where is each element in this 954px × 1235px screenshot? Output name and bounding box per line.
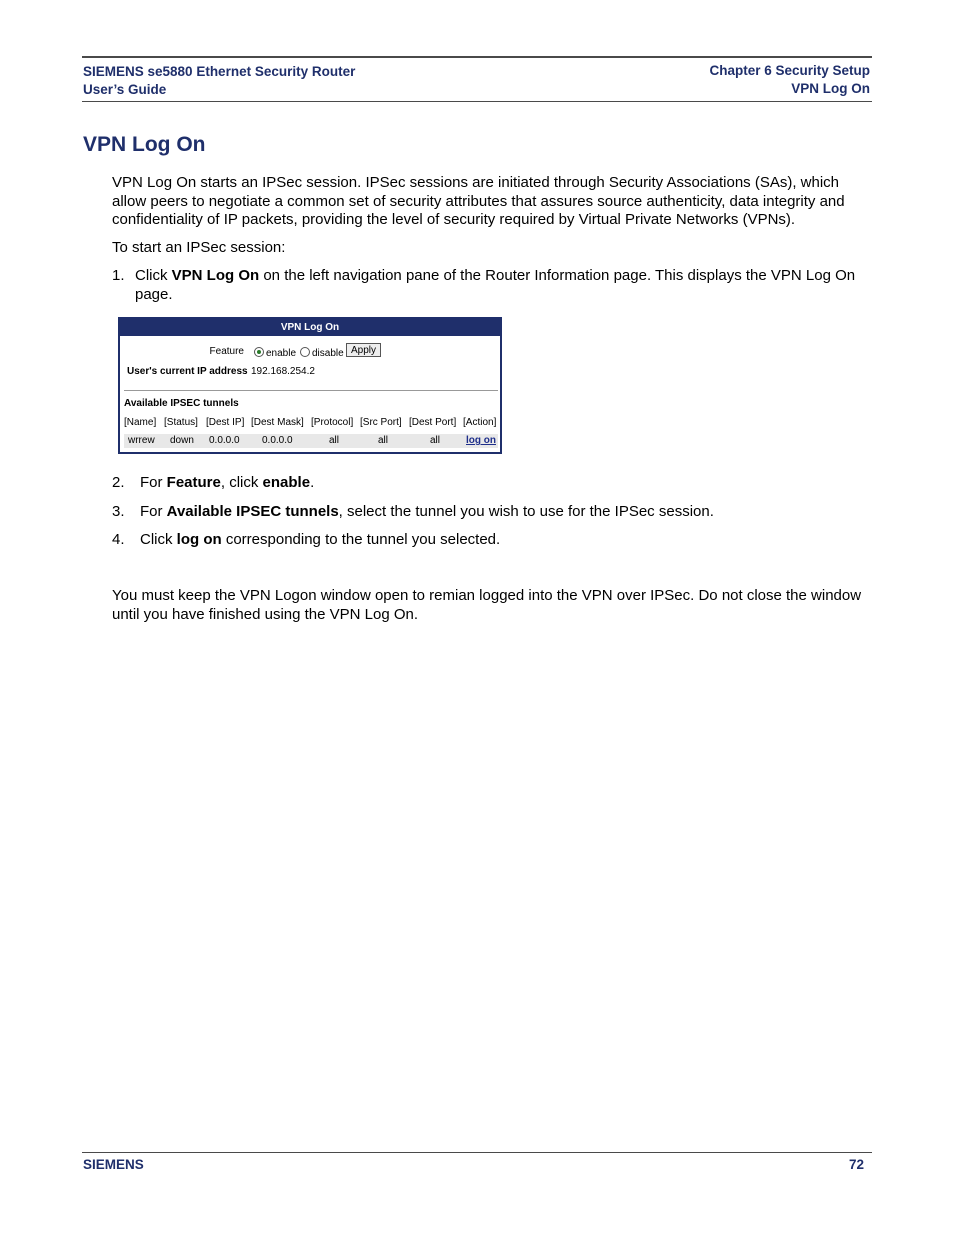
- cell-dest-ip: 0.0.0.0: [209, 435, 240, 446]
- step-text: [140, 531, 880, 550]
- step-bold: Feature: [166, 474, 221, 491]
- step-text-post: corresponding to the tunnel you selected.: [221, 531, 501, 548]
- col-dest-mask: [Dest Mask]: [251, 417, 304, 428]
- panel-title: VPN Log On: [120, 319, 500, 336]
- step-text-post: on the left navigation pane of the Router Information page. This displays the VPN Log On page.: [135, 267, 856, 303]
- ip-value: 192.168.254.2: [251, 366, 315, 377]
- header-doc-title: SIEMENS se5880 Ethernet Security Router: [83, 64, 356, 79]
- cell-status: down: [170, 435, 194, 446]
- step-text: [135, 267, 875, 304]
- feature-row: [120, 343, 500, 363]
- col-dest-port: [Dest Port]: [409, 417, 457, 428]
- step-text: [140, 503, 880, 522]
- step-number: 4.: [112, 531, 125, 548]
- panel-divider: [124, 390, 498, 391]
- header-chapter: Chapter 6 Security Setup: [709, 63, 870, 78]
- col-protocol: [Protocol]: [311, 417, 354, 428]
- step-text-mid: , click: [220, 474, 263, 491]
- vpn-logon-panel: [118, 317, 502, 454]
- ip-row: [120, 366, 500, 380]
- radio-checked-icon: [254, 347, 264, 357]
- log-on-link[interactable]: log on: [466, 435, 496, 446]
- note-paragraph: You must keep the VPN Logon window open to remian logged into the VPN over IPSec. Do not close the window until you have finished using the VPN Log On.: [112, 587, 862, 623]
- col-dest-ip: [Dest IP]: [206, 417, 245, 428]
- step-text-pre: Click: [135, 267, 172, 284]
- cell-dest-mask: 0.0.0.0: [262, 435, 293, 446]
- lead-paragraph: To start an IPSec session:: [112, 239, 286, 256]
- radio-unchecked-icon: [300, 347, 310, 357]
- cell-protocol: all: [329, 435, 340, 446]
- col-status: [Status]: [164, 417, 198, 428]
- ip-label: User's current IP address: [127, 366, 248, 377]
- cell-dest-port: all: [430, 435, 441, 446]
- page-number: 72: [848, 1157, 864, 1172]
- footer-rule: [82, 1152, 872, 1153]
- header-right: [709, 62, 870, 97]
- col-src-port: [Src Port]: [360, 417, 402, 428]
- apply-button[interactable]: Apply: [346, 343, 381, 357]
- col-name: [Name]: [124, 417, 157, 428]
- step-bold: VPN Log On: [171, 267, 260, 284]
- intro-paragraph: VPN Log On starts an IPSec session. IPSec sessions are initiated through Security Associations (SAs), which allow peers to negotiate a common set of security attributes that assures source authenticity, data integrity and confidentiality of IP packets, providing the level of security required by Virtual Private Networks (VPNs).: [112, 174, 845, 228]
- step-bold: Available IPSEC tunnels: [166, 503, 339, 520]
- page-title: VPN Log On: [83, 133, 206, 156]
- step-bold: enable: [262, 474, 311, 491]
- step-number: 3.: [112, 503, 125, 520]
- tunnels-label: Available IPSEC tunnels: [124, 398, 239, 409]
- enable-label: enable: [266, 348, 297, 359]
- table-row[interactable]: [124, 434, 498, 448]
- enable-radio[interactable]: [254, 347, 296, 359]
- cell-name: wrrew: [128, 435, 155, 446]
- disable-label: disable: [312, 348, 344, 359]
- header-section: VPN Log On: [791, 80, 870, 96]
- step-text-pre: Click: [140, 531, 177, 548]
- step-number: 2.: [112, 474, 125, 491]
- disable-radio[interactable]: [300, 347, 344, 359]
- col-action: [Action]: [463, 417, 497, 428]
- cell-src-port: all: [378, 435, 389, 446]
- step-bold: log on: [176, 531, 222, 548]
- header-rule-top: [82, 56, 872, 58]
- step-text-pre: For: [140, 474, 167, 491]
- header-rule-bottom: [82, 101, 872, 102]
- step-text-post: .: [310, 474, 315, 491]
- step-text-pre: For: [140, 503, 167, 520]
- step-text-post: , select the tunnel you wish to use for the IPSec session.: [338, 503, 714, 520]
- header-left: [83, 63, 355, 98]
- step-text: [140, 474, 880, 493]
- tunnels-header-row: [124, 417, 498, 431]
- footer-brand: SIEMENS: [83, 1157, 144, 1172]
- feature-label: Feature: [209, 346, 244, 357]
- header-doc-subtitle: User’s Guide: [83, 81, 167, 97]
- step-number: 1.: [112, 267, 125, 284]
